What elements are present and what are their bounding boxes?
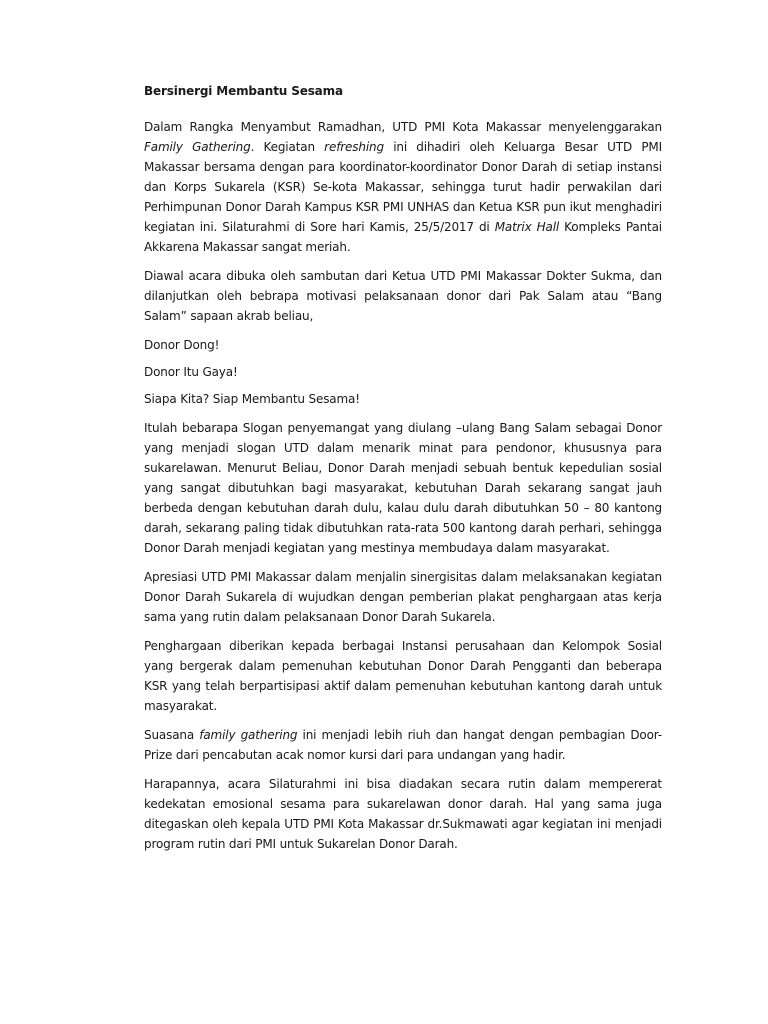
emphasis-family-gathering: Family Gathering	[144, 140, 251, 154]
text-run: ini dihadiri oleh Keluarga Besar UTD PMI Makassar bersama dengan para koordinator-koordinator Donor Darah di setiap instansi dan Korps Sukarela (KSR) Se-kota Makassar, sehingga turut hadir perwakilan dari Perhimpunan Donor Darah Kampus KSR PMI UNHAS dan Ketua KSR pun ikut menghadiri kegiatan ini. Silaturahmi di Sore hari Kamis, 25/5/2017 di	[144, 140, 662, 234]
article-body	[144, 81, 662, 863]
text-run: Suasana	[144, 728, 200, 742]
paragraph-penghargaan: Penghargaan diberikan kepada berbagai Instansi perusahaan dan Kelompok Sosial yang bergerak dalam pemenuhan kebutuhan Donor Darah Pengganti dan beberapa KSR yang telah berpartisipasi aktif dalam pemenuhan kebutuhan kantong darah untuk masyarakat.	[144, 639, 662, 713]
text-run: ini menjadi lebih riuh dan hangat dengan pembagian Door-Prize dari pencabutan acak nomor kursi dari para undangan yang hadir.	[144, 728, 662, 762]
paragraph-slogans: Itulah bebarapa Slogan penyemangat yang diulang –ulang Bang Salam sebagai Donor yang menjadi slogan UTD dalam menarik minat para pendonor, khususnya para sukarelawan. Menurut Beliau, Donor Darah menjadi sebuah bentuk kepedulian sosial yang sangat dibutuhkan bagi masyarakat, kebutuhan Darah sekarang sangat jauh berbeda dengan kebutuhan darah dulu, kalau dulu darah dibutuhkan 50 – 80 kantong darah, sekarang paling tidak dibutuhkan rata-rata 500 kantong darah perhari, sehingga Donor Darah menjadi kegiatan yang mestinya membudaya dalam masyarakat.	[144, 421, 662, 555]
slogan-siapa-kita: Siapa Kita? Siap Membantu Sesama!	[144, 392, 360, 406]
emphasis-family-gathering-2: family gathering	[199, 728, 298, 742]
paragraph-opening: Diawal acara dibuka oleh sambutan dari Ketua UTD PMI Makassar Dokter Sukma, dan dilanjutkan oleh bebrapa motivasi pelaksanaan donor dari Pak Salam atau “Bang Salam” sapaan akrab beliau,	[144, 269, 662, 323]
slogan-donor-itu-gaya: Donor Itu Gaya!	[144, 365, 238, 379]
paragraph-intro	[144, 117, 662, 257]
emphasis-matrix-hall: Matrix Hall	[494, 220, 560, 234]
slogan-donor-dong: Donor Dong!	[144, 338, 220, 352]
paragraph-harapan: Harapannya, acara Silaturahmi ini bisa diadakan secara rutin dalam mempererat kedekatan emosional sesama para sukarelawan donor darah. Hal yang sama juga ditegaskan oleh kepala UTD PMI Kota Makassar dr.Sukmawati agar kegiatan ini menjadi program rutin dari PMI untuk Sukarelan Donor Darah.	[144, 777, 662, 851]
text-run: . Kegiatan	[250, 140, 325, 154]
article-title: Bersinergi Membantu Sesama	[144, 84, 343, 98]
paragraph-suasana	[144, 725, 662, 765]
text-run: Dalam Rangka Menyambut Ramadhan, UTD PMI Kota Makassar menyelenggarakan	[144, 120, 662, 134]
text-run: Kompleks Pantai Akkarena Makassar sangat meriah.	[144, 220, 662, 254]
paragraph-apresiasi: Apresiasi UTD PMI Makassar dalam menjalin sinergisitas dalam melaksanakan kegiatan Donor Darah Sukarela di wujudkan dengan pemberian plakat penghargaan atas kerja sama yang rutin dalam pelaksanaan Donor Darah Sukarela.	[144, 570, 662, 624]
emphasis-refreshing: refreshing	[324, 140, 384, 154]
